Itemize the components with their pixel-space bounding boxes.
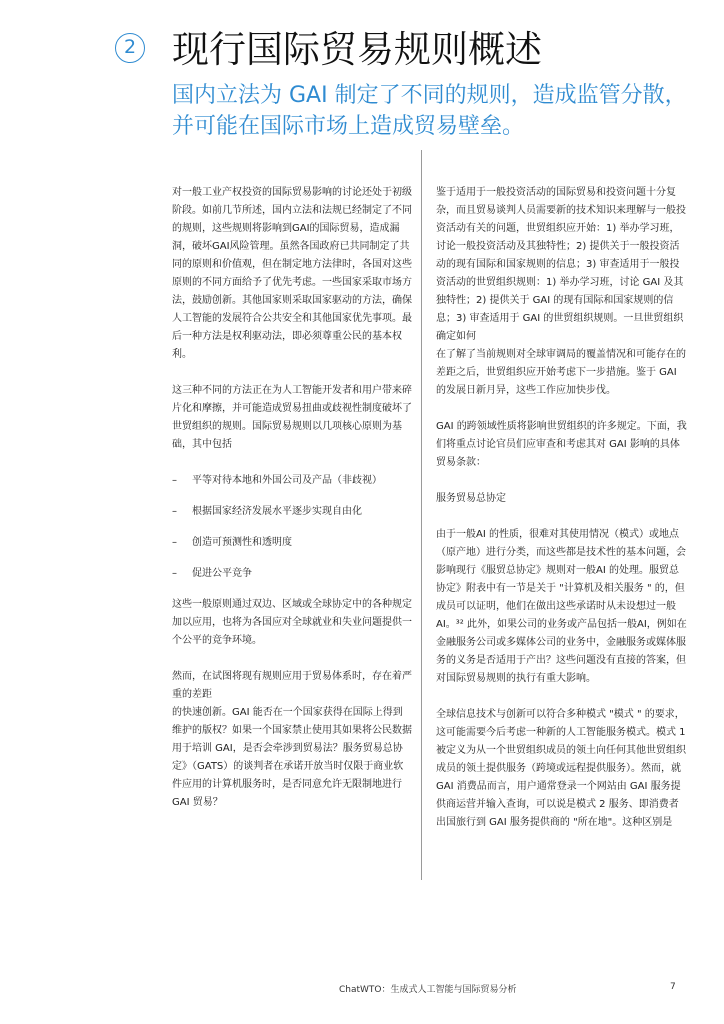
section-number-badge: 2: [115, 33, 145, 63]
bullet-item: – 创造可预测性和透明度: [172, 534, 412, 552]
bullet-text: 促进公平竞争: [192, 568, 252, 579]
page-title: 现行国际贸易规则概述: [172, 28, 542, 71]
right-paragraph-1a: 鉴于适用于一般投资活动的国际贸易和投资问题十分复杂，而且贸易谈判人员需要新的技术知识来理解与一般投资活动有关的问题，世贸组织应开始：1) 举办学习班，讨论一般投资活动及其独特性；2) 提供关于一般投资活动的现有国际和国家规则的信息；3) 审查适用于一般投资活动的世贸组织规则：1) 举办学习班，讨论 GAI 及其独特性；2) 提供关于 GAI 的现有国际和国家规则的信息；3) 审查适用于 GAI 的世贸组织规则。一旦世贸组织确定如何: [436, 187, 686, 342]
page-number: 7: [670, 982, 676, 992]
bullet-item: – 根据国家经济发展水平逐步实现自由化: [172, 503, 412, 521]
bullet-text: 平等对待本地和外国公司及产品（非歧视）: [192, 475, 382, 486]
footer-title: ChatWTO：生成式人工智能与国际贸易分析: [339, 985, 517, 995]
bullet-item: – 促进公平竞争: [172, 565, 412, 583]
right-paragraph-1b: 在了解了当前规则对全球审调局的覆盖情况和可能存在的差距之后，世贸组织应开始考虑下一步措施。鉴于 GAI 的发展日新月异，这些工作应加快步伐。: [436, 349, 686, 396]
column-divider: [421, 150, 422, 880]
bullet-item: – 平等对待本地和外国公司及产品（非歧视）: [172, 472, 412, 490]
left-paragraph-3: 这些一般原则通过双边、区域或全球协定中的各种规定加以应用，也将为各国应对全球就业和失业问题提供一个公平的竞争环境。: [172, 599, 412, 646]
bullet-text: 根据国家经济发展水平逐步实现自由化: [192, 506, 362, 517]
section-heading-gats: 服务贸易总协定: [436, 493, 506, 504]
page-subtitle: 国内立法为 GAI 制定了不同的规则，造成监管分散，并可能在国际市场上造成贸易壁垒。: [172, 83, 687, 139]
right-paragraph-4: 全球信息技术与创新可以符合多种模式 "模式 " 的要求，这可能需要今后考虑一种新的人工智能服务模式。模式 1 被定义为从一个世贸组织成员的领土向任何其他世贸组织成员的领土提供服务（跨境或远程提供服务）。然而，就 GAI 消费品而言，用户通常登录一个网站由 GAI 服务提供商运营并输入查询，可以说是模式 2 服务、即消费者出国旅行到 GAI 服务提供商的 "所在地"。这种区别是: [436, 709, 686, 828]
left-paragraph-2: 这三种不同的方法正在为人工智能开发者和用户带来碎片化和摩擦，并可能造成贸易扭曲或歧视性制度破坏了世贸组织的规则。国际贸易规则以几项核心原则为基础，其中包括: [172, 385, 412, 450]
right-column: [436, 184, 688, 850]
right-paragraph-3: 由于一般AI 的性质，很难对其使用情况（模式）或地点（原产地）进行分类，而这些都是技术性的基本问题，会影响现行《服贸总协定》规则对一般AI 的处理。服贸总协定》附表中有一节是关于 "计算机及相关服务 " 的，但成员可以证明，他们在做出这些承诺时从未设想过一般AI。³² 此外，如果公司的业务或产品包括一般AI，例如在金融服务公司或多媒体公司的业务中，金融服务或媒体服务的义务是否适用于产出？这些问题没有直接的答案，但对国际贸易规则的执行有重大影响。: [436, 529, 687, 684]
bullet-text: 创造可预测性和透明度: [192, 537, 292, 548]
right-paragraph-2: GAI 的跨领域性质将影响世贸组织的许多规定。下面，我们将重点讨论官员们应审查和考虑其对 GAI 影响的具体贸易条款：: [436, 421, 687, 468]
left-column: [172, 184, 412, 830]
left-paragraph-4b: 的快速创新。GAI 能否在一个国家获得在国际上得到维护的版权？如果一个国家禁止使用其如果将公民数据用于培训 GAI，是否会牵涉到贸易法？服务贸易总协定》（GATS）的谈判者在承诺开放当时仅限于商业软件应用的计算机服务时，是否同意允许无限制地进行 GAI 贸易？: [172, 707, 412, 808]
left-paragraph-1: 对一般工业产权投资的国际贸易影响的讨论还处于初级阶段。如前几节所述，国内立法和法规已经制定了不同的规则，这些规则将影响到GAI的国际贸易，造成漏洞，破坏GAI风险管理。虽然各国政府已共同制定了共同的原则和价值观，但在制定地方法律时，各国对这些原则的不同方面给予了优先考虑。一些国家采取市场方法，鼓励创新。其他国家则采取国家驱动的方法，确保人工智能的发展符合公共安全和其他国家优先事项。最后一种方法是权利驱动法，即必须尊重公民的基本权利。: [172, 187, 412, 360]
left-paragraph-4a: 然而，在试图将现有规则应用于贸易体系时，存在着严重的差距: [172, 671, 412, 700]
